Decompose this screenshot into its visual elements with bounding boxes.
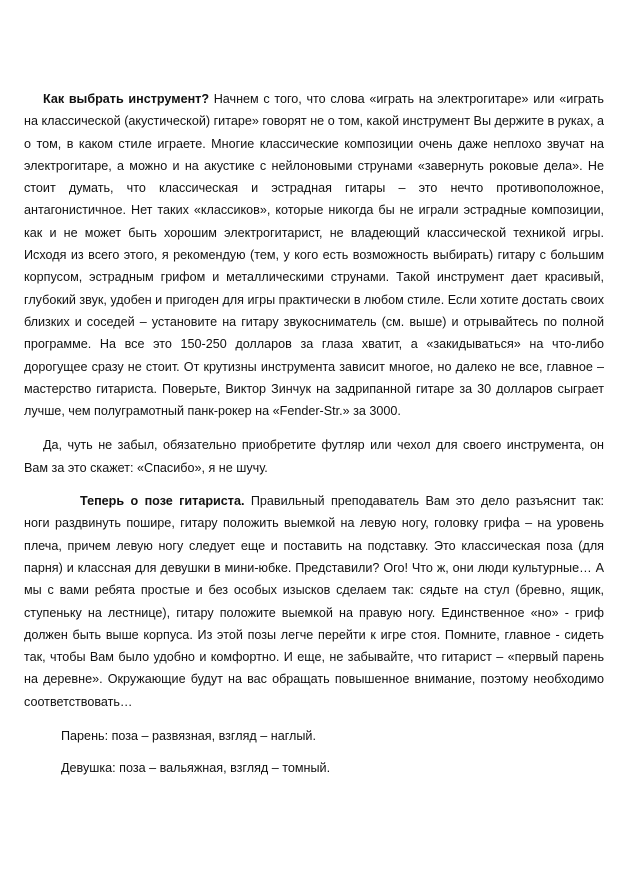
paragraph-case-advice (24, 434, 604, 479)
paragraph-text: Девушка: поза – вальяжная, взгляд – томный. (61, 761, 331, 776)
paragraph-text: Начнем с того, что слова «играть на электрогитаре» или «играть на классической (акустической) гитаре» говорят не о том, какой инструмент Вы держите в руках, а о том, в каком стиле играете. Многие классические композиции очень даже неплохо звучат на электрогитаре, а можно и на акустике с нейлоновыми струнами «завернуть роковые дела». Не стоит думать, что классическая и эстрадная гитары – это нечто противоположное, антагонистичное. Нет таких «классиков», которые никогда бы не играли эстрадные композиции, как и не может быть хорошим электрогитарист, не владеющий классической техникой игры. Исходя из всего этого, я рекомендую (тем, у кого есть возможность выбирать) гитару с большим корпусом, эстрадным грифом и металлическими струнами. Такой инструмент дает красивый, глубокий звук, удобен и пригоден для игры практически в любом стиле. Если хотите достать своих близких и соседей – установите на гитару звукосниматель (см. выше) и отрывайтесь по полной программе. На все это 150-250 долларов за глаза хватит, а «закидываться» на что-либо дорогущее сразу не стоит. От крутизны инструмента зависит многое, но далеко не все, главное – мастерство гитариста. Поверьте, Виктор Зинчук на задрипанной гитаре за 30 долларов сыграет лучше, чем полуграмотный панк-рокер на «Fender-Str.» за 3000. (24, 92, 604, 419)
paragraph-text: Да, чуть не забыл, обязательно приобретите футляр или чехол для своего инструмента, он Вам за это скажет: «Спасибо», я не шучу. (24, 438, 604, 475)
paragraph-girl-pose (24, 757, 604, 779)
paragraph-lead-heading: Теперь о позе гитариста. (80, 494, 245, 509)
document-body (24, 88, 604, 780)
paragraph-guitarist-pose (24, 490, 604, 713)
paragraph-text: Парень: поза – развязная, взгляд – наглый. (61, 729, 316, 744)
paragraph-text: Правильный преподаватель Вам это дело разъяснит так: ноги раздвинуть пошире, гитару положить выемкой на левую ногу, головку грифа – на уровень плеча, причем левую ногу следует еще и поставить на подставку. Это классическая поза (для парня) и классная для девушки в мини-юбке. Представили? Ого! Что ж, они люди культурные… А мы с вами ребята простые и без особых изысков сделаем так: сядьте на стул (бревно, ящик, ступеньку на лестнице), гитару положите выемкой на правую ногу. Единственное «но» - гриф должен быть выше корпуса. Из этой позы легче перейти к игре стоя. Помните, главное - сидеть так, чтобы Вам было удобно и комфортно. И еще, не забывайте, что гитарист – «первый парень на деревне». Окружающие будут на вас обращать повышенное внимание, поэтому необходимо соответствовать… (24, 494, 604, 709)
paragraph-lead-heading: Как выбрать инструмент? (43, 92, 210, 106)
paragraph-guy-pose (24, 725, 604, 747)
paragraph-instrument-choice (24, 88, 604, 422)
